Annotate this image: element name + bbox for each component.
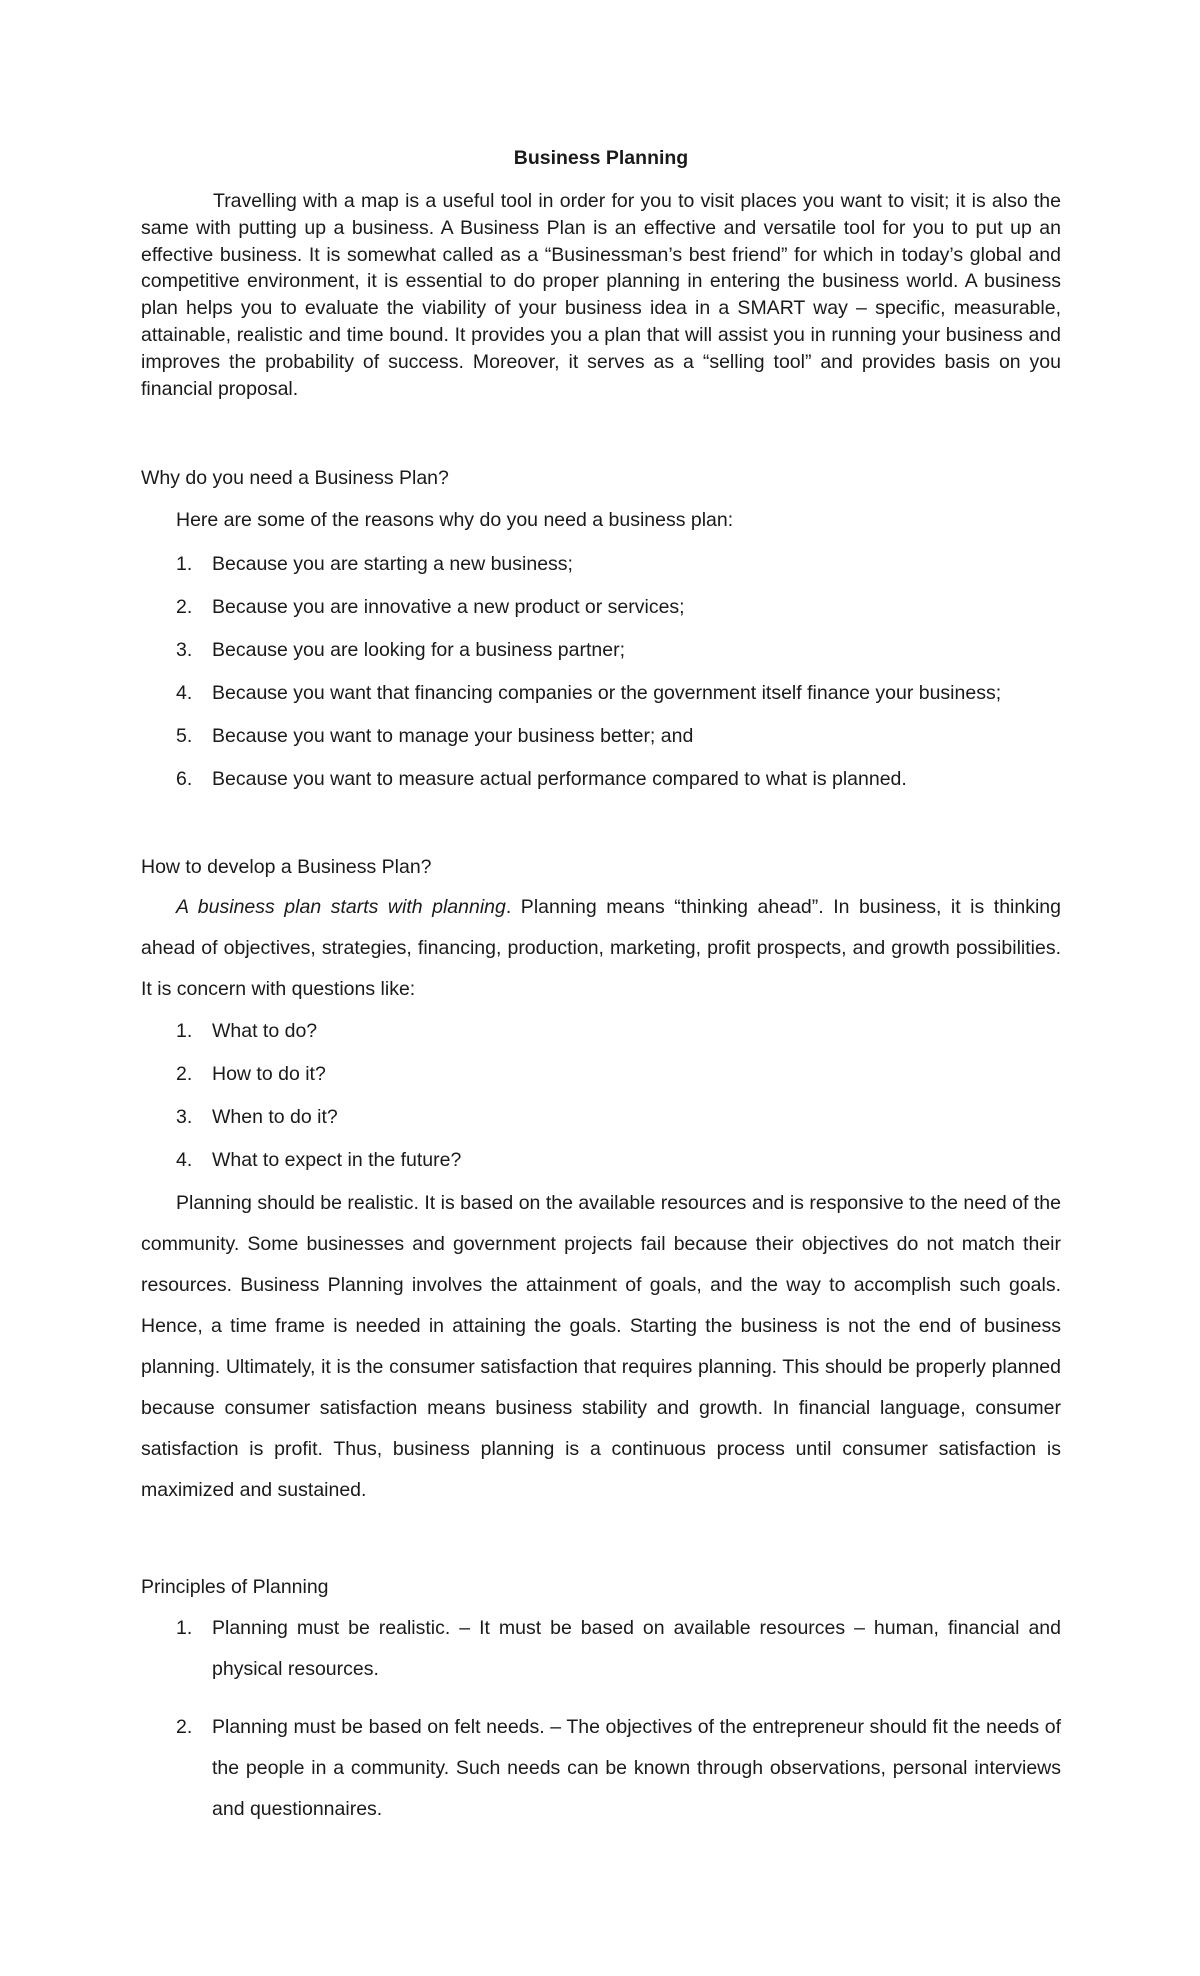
list-item: 3. When to do it? [176,1106,338,1128]
why-lead-text: Here are some of the reasons why do you need a business plan: [176,509,734,531]
principles-list [141,1608,1061,1847]
how-questions-list [141,1019,1061,1191]
list-item: 3. Because you are looking for a business partner; [176,639,625,661]
list-item: 2. How to do it? [176,1063,326,1085]
list-item: 2. Because you are innovative a new product or services; [176,596,685,618]
document-title: Business Planning [513,147,689,169]
list-item: 4. What to expect in the future? [176,1149,462,1171]
intro-paragraph: Travelling with a map is a useful tool in order for you to visit places you want to visit; it is also the same with putting up a business. A Business Plan is an effective and versatile tool for you to put up an effective business. It is somewhat called as a “Businessman’s best friend” for which in today’s global and competitive environment, it is essential to do proper planning in entering the business world. A business plan helps you to evaluate the viability of your business idea in a SMART way – specific, measurable, attainable, realistic and time bound. It provides you a plan that will assist you in running your business and improves the probability of success. Moreover, it serves as a “selling tool” and provides basis on you financial proposal. [141,190,1061,400]
how-paragraph-1: A business plan starts with planning. Planning means “thinking ahead”. In business, it is thinking ahead of objectives, strategies, financing, production, marketing, profit prospects, and growth possibilities. It is concern with questions like: [141,896,1061,1000]
list-item: 2. Planning must be based on felt needs. – The objectives of the entrepreneur should fit the needs of the people in a community. Such needs can be known through observations, personal interviews and questionnaires. [176,1716,1061,1820]
list-item: 1. Because you are starting a new business; [176,553,573,575]
why-reasons-list [141,552,1061,810]
list-item: 1. What to do? [176,1020,318,1042]
list-item: 5. Because you want to manage your business better; and [176,725,694,747]
heading-why: Why do you need a Business Plan? [141,467,449,489]
list-item: 4. Because you want that financing companies or the government itself finance your business; [176,682,1002,704]
how-paragraph-2: Planning should be realistic. It is based on the available resources and is responsive to the need of the community. Some businesses and government projects fail because their objectives do not match their resources. Business Planning involves the attainment of goals, and the way to accomplish such goals. Hence, a time frame is needed in attaining the goals. Starting the business is not the end of business planning. Ultimately, it is the consumer satisfaction that requires planning. This should be properly planned because consumer satisfaction means business stability and growth. In financial language, consumer satisfaction is profit. Thus, business planning is a continuous process until consumer satisfaction is maximized and sustained. [141,1192,1061,1501]
list-item: 6. Because you want to measure actual performance compared to what is planned. [176,768,907,790]
heading-how: How to develop a Business Plan? [141,856,432,878]
list-item: 1. Planning must be realistic. – It must be based on available resources – human, financial and physical resources. [176,1617,1061,1680]
heading-principles: Principles of Planning [141,1576,329,1598]
